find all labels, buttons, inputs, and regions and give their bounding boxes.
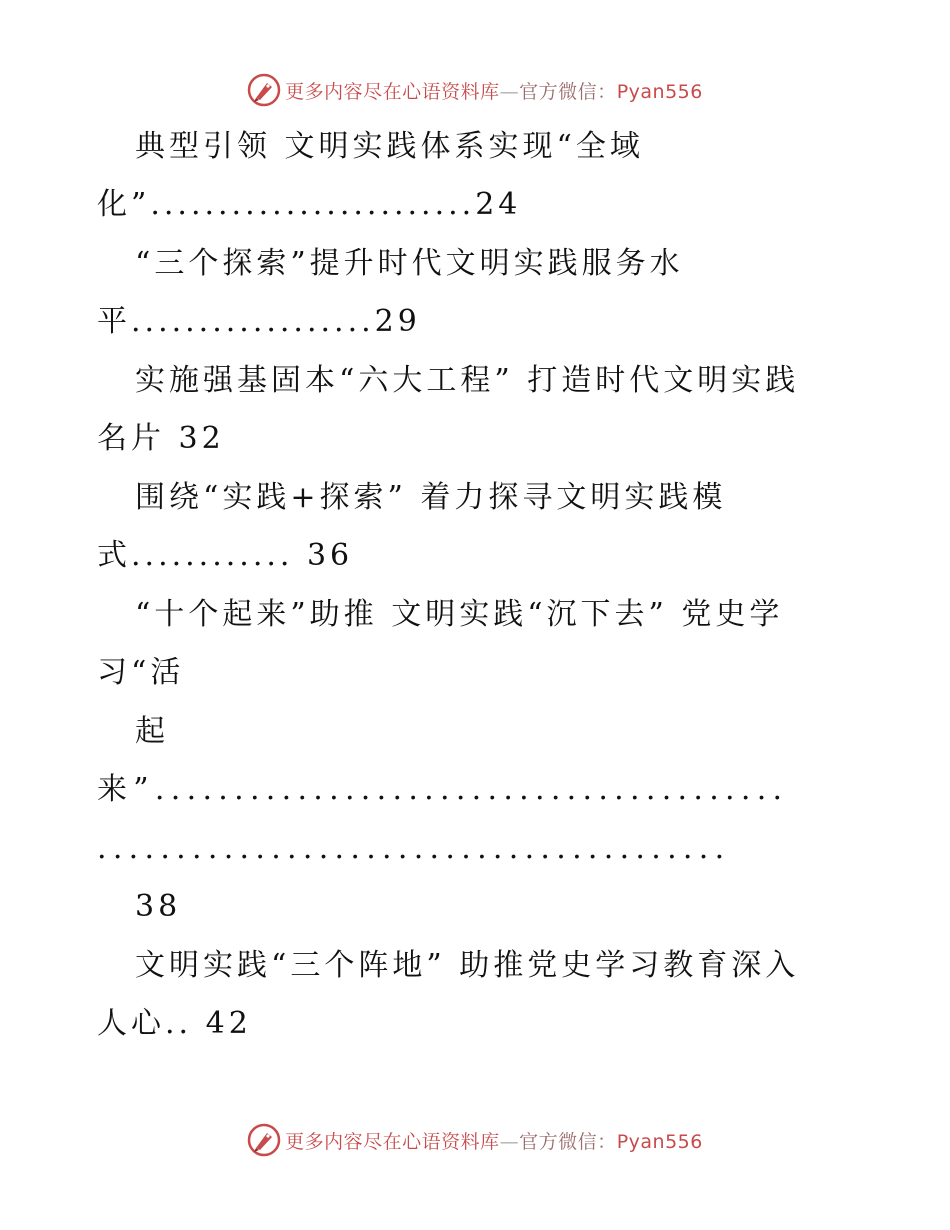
watermark-text	[285, 1127, 703, 1154]
watermark-dash: —	[499, 80, 520, 103]
toc-line: 化”........................24	[97, 187, 522, 222]
watermark-banner-bottom	[0, 1120, 950, 1160]
toc-line: 文明实践“三个阵地” 助推党史学习教育深入	[135, 948, 800, 983]
watermark-wechat-label: 官方微信：	[519, 80, 617, 103]
watermark-wechat-label: 官方微信：	[519, 1130, 617, 1153]
toc-line: 实施强基固本“六大工程” 打造时代文明实践	[135, 363, 800, 398]
watermark-wechat-id: Pyan556	[616, 1130, 703, 1153]
watermark-dash: —	[499, 1130, 520, 1153]
toc-line: “十个起来”助推 文明实践“沉下去” 党史学	[135, 597, 784, 632]
toc-line: 习“活	[97, 655, 185, 690]
toc-line: “三个探索”提升时代文明实践服务水	[135, 246, 684, 281]
toc-line: 平..................29	[97, 304, 421, 339]
toc-line: 起	[135, 714, 169, 749]
toc-line: 式............ 36	[97, 538, 354, 573]
toc-line: 来”........................................	[97, 772, 789, 807]
toc-line: 典型引领 文明实践体系实现“全域	[135, 129, 644, 164]
toc-line: ........................................	[97, 831, 731, 866]
toc-line: 人心.. 42	[97, 1006, 252, 1041]
toc-line: 38	[135, 889, 182, 924]
toc-line: 名片 32	[97, 421, 225, 456]
toc-line: 围绕“实践+探索” 着力探寻文明实践模	[135, 480, 727, 515]
watermark-main-text: 更多内容尽在心语资料库	[285, 1130, 500, 1153]
watermark-main-text: 更多内容尽在心语资料库	[285, 80, 500, 103]
pen-nib-logo-icon	[247, 1123, 281, 1157]
watermark-wechat-id: Pyan556	[616, 80, 703, 103]
